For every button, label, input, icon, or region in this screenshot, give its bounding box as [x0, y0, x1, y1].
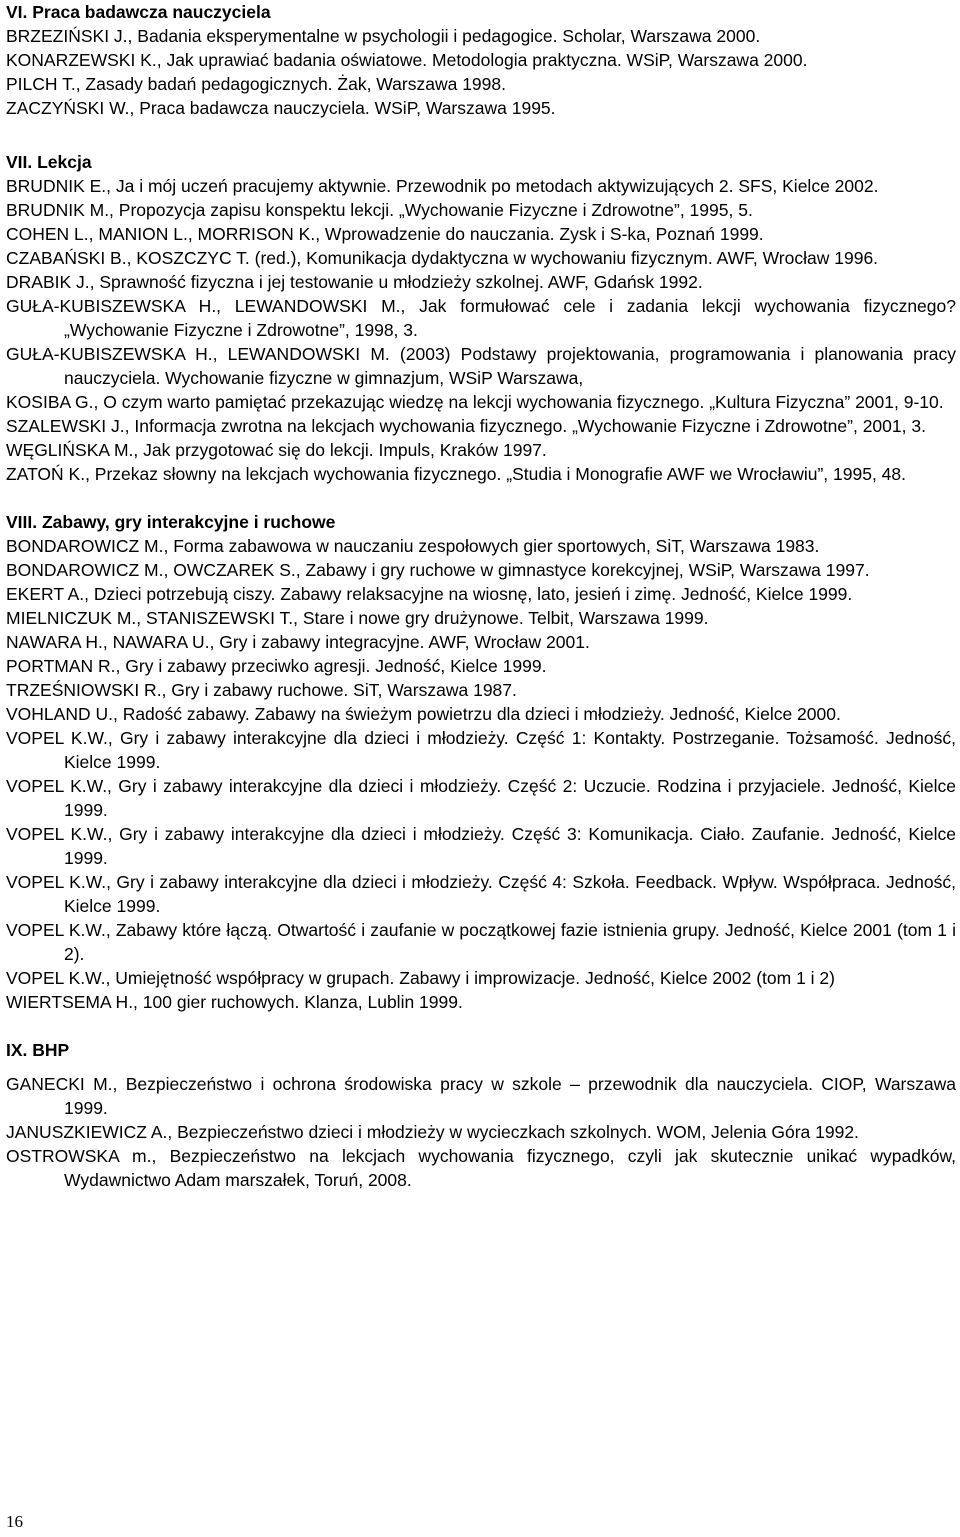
bibliography-entry: GUŁA-KUBISZEWSKA H., LEWANDOWSKI M. (2003) Podstawy projektowania, programowania i planowania pracy nauczyciela. Wychowanie fizyczne w gimnazjum, WSiP Warszawa,	[6, 344, 956, 388]
bibliography-entry: VOPEL K.W., Gry i zabawy interakcyjne dla dzieci i młodzieży. Część 2: Uczucie. Rodzina i przyjaciele. Jedność, Kielce 1999.	[6, 776, 956, 820]
bibliography-entry: CZABAŃSKI B., KOSZCZYC T. (red.), Komunikacja dydaktyczna w wychowaniu fizycznym. AWF, Wrocław 1996.	[6, 248, 879, 268]
bibliography-entry: VOPEL K.W., Gry i zabawy interakcyjne dla dzieci i młodzieży. Część 1: Kontakty. Postrzeganie. Tożsamość. Jedność, Kielce 1999.	[6, 728, 956, 772]
section-title: VIII. Zabawy, gry interakcyjne i ruchowe	[6, 512, 336, 532]
bibliography-entry: KONARZEWSKI K., Jak uprawiać badania oświatowe. Metodologia praktyczna. WSiP, Warszawa 2000.	[6, 50, 808, 70]
bibliography-entry: KOSIBA G., O czym warto pamiętać przekazując wiedzę na lekcji wychowania fizycznego. „Kultura Fizyczna” 2001, 9-10.	[6, 392, 944, 412]
section-zabawy-gry	[6, 510, 956, 1014]
bibliography-entry: PILCH T., Zasady badań pedagogicznych. Żak, Warszawa 1998.	[6, 74, 506, 94]
section-title: VI. Praca badawcza nauczyciela	[6, 2, 271, 22]
bibliography-entry: SZALEWSKI J., Informacja zwrotna na lekcjach wychowania fizycznego. „Wychowanie Fizyczne i Zdrowotne”, 2001, 3.	[6, 416, 926, 436]
bibliography-entry: GANECKI M., Bezpieczeństwo i ochrona środowiska pracy w szkole – przewodnik dla nauczyciela. CIOP, Warszawa 1999.	[6, 1074, 956, 1118]
section-lekcja	[6, 150, 956, 486]
bibliography-entry: COHEN L., MANION L., MORRISON K., Wprowadzenie do nauczania. Zysk i S-ka, Poznań 1999.	[6, 224, 764, 244]
bibliography-entry: ZATOŃ K., Przekaz słowny na lekcjach wychowania fizycznego. „Studia i Monografie AWF we Wrocławiu”, 1995, 48.	[6, 464, 907, 484]
bibliography-entry: VOPEL K.W., Gry i zabawy interakcyjne dla dzieci i młodzieży. Część 4: Szkoła. Feedback. Wpływ. Współpraca. Jedność, Kielce 1999.	[6, 872, 956, 916]
bibliography-entry: VOPEL K.W., Gry i zabawy interakcyjne dla dzieci i młodzieży. Część 3: Komunikacja. Ciało. Zaufanie. Jedność, Kielce 1999.	[6, 824, 956, 868]
bibliography-entry: TRZEŚNIOWSKI R., Gry i zabawy ruchowe. SiT, Warszawa 1987.	[6, 680, 517, 700]
bibliography-entry: ZACZYŃSKI W., Praca badawcza nauczyciela. WSiP, Warszawa 1995.	[6, 98, 556, 118]
document-page	[6, 0, 956, 1192]
section-title: VII. Lekcja	[6, 152, 92, 172]
bibliography-entry: BRUDNIK E., Ja i mój uczeń pracujemy aktywnie. Przewodnik po metodach aktywizujących 2. SFS, Kielce 2002.	[6, 176, 879, 196]
bibliography-entry: VOPEL K.W., Zabawy które łączą. Otwartość i zaufanie w początkowej fazie istnienia grupy. Jedność, Kielce 2001 (tom 1 i 2).	[6, 920, 956, 964]
bibliography-entry: BRUDNIK M., Propozycja zapisu konspektu lekcji. „Wychowanie Fizyczne i Zdrowotne”, 1995, 5.	[6, 200, 753, 220]
bibliography-entry: VOPEL K.W., Umiejętność współpracy w grupach. Zabawy i improwizacje. Jedność, Kielce 2002 (tom 1 i 2)	[6, 968, 835, 988]
bibliography-entry: BRZEZIŃSKI J., Badania eksperymentalne w psychologii i pedagogice. Scholar, Warszawa 2000.	[6, 26, 761, 46]
bibliography-entry: NAWARA H., NAWARA U., Gry i zabawy integracyjne. AWF, Wrocław 2001.	[6, 632, 590, 652]
section-praca-badawcza	[6, 0, 956, 120]
bibliography-entry: VOHLAND U., Radość zabawy. Zabawy na świeżym powietrzu dla dzieci i młodzieży. Jedność, Kielce 2000.	[6, 704, 841, 724]
bibliography-entry: DRABIK J., Sprawność fizyczna i jej testowanie u młodzieży szkolnej. AWF, Gdańsk 1992.	[6, 272, 703, 292]
section-title: IX. BHP	[6, 1040, 70, 1060]
bibliography-entry: MIELNICZUK M., STANISZEWSKI T., Stare i nowe gry drużynowe. Telbit, Warszawa 1999.	[6, 608, 709, 628]
section-bhp	[6, 1038, 956, 1192]
bibliography-entry: JANUSZKIEWICZ A., Bezpieczeństwo dzieci i młodzieży w wycieczkach szkolnych. WOM, Jelenia Góra 1992.	[6, 1122, 859, 1142]
bibliography-entry: OSTROWSKA m., Bezpieczeństwo na lekcjach wychowania fizycznego, czyli jak skutecznie unikać wypadków, Wydawnictwo Adam marszałek, Toruń, 2008.	[6, 1146, 956, 1190]
bibliography-entry: BONDAROWICZ M., Forma zabawowa w nauczaniu zespołowych gier sportowych, SiT, Warszawa 1983.	[6, 536, 820, 556]
page-number: 16	[6, 1512, 23, 1531]
bibliography-entry: EKERT A., Dzieci potrzebują ciszy. Zabawy relaksacyjne na wiosnę, lato, jesień i zimę. Jedność, Kielce 1999.	[6, 584, 853, 604]
bibliography-list	[6, 24, 956, 120]
bibliography-entry: GUŁA-KUBISZEWSKA H., LEWANDOWSKI M., Jak formułować cele i zadania lekcji wychowania fizycznego? „Wychowanie Fizyczne i Zdrowotne”, 1998, 3.	[6, 296, 956, 340]
bibliography-entry: PORTMAN R., Gry i zabawy przeciwko agresji. Jedność, Kielce 1999.	[6, 656, 547, 676]
bibliography-list	[6, 1072, 956, 1192]
bibliography-list	[6, 174, 956, 486]
bibliography-entry: BONDAROWICZ M., OWCZAREK S., Zabawy i gry ruchowe w gimnastyce korekcyjnej, WSiP, Warszawa 1997.	[6, 560, 870, 580]
bibliography-entry: WĘGLIŃSKA M., Jak przygotować się do lekcji. Impuls, Kraków 1997.	[6, 440, 547, 460]
bibliography-list	[6, 534, 956, 1014]
bibliography-entry: WIERTSEMA H., 100 gier ruchowych. Klanza, Lublin 1999.	[6, 992, 463, 1012]
